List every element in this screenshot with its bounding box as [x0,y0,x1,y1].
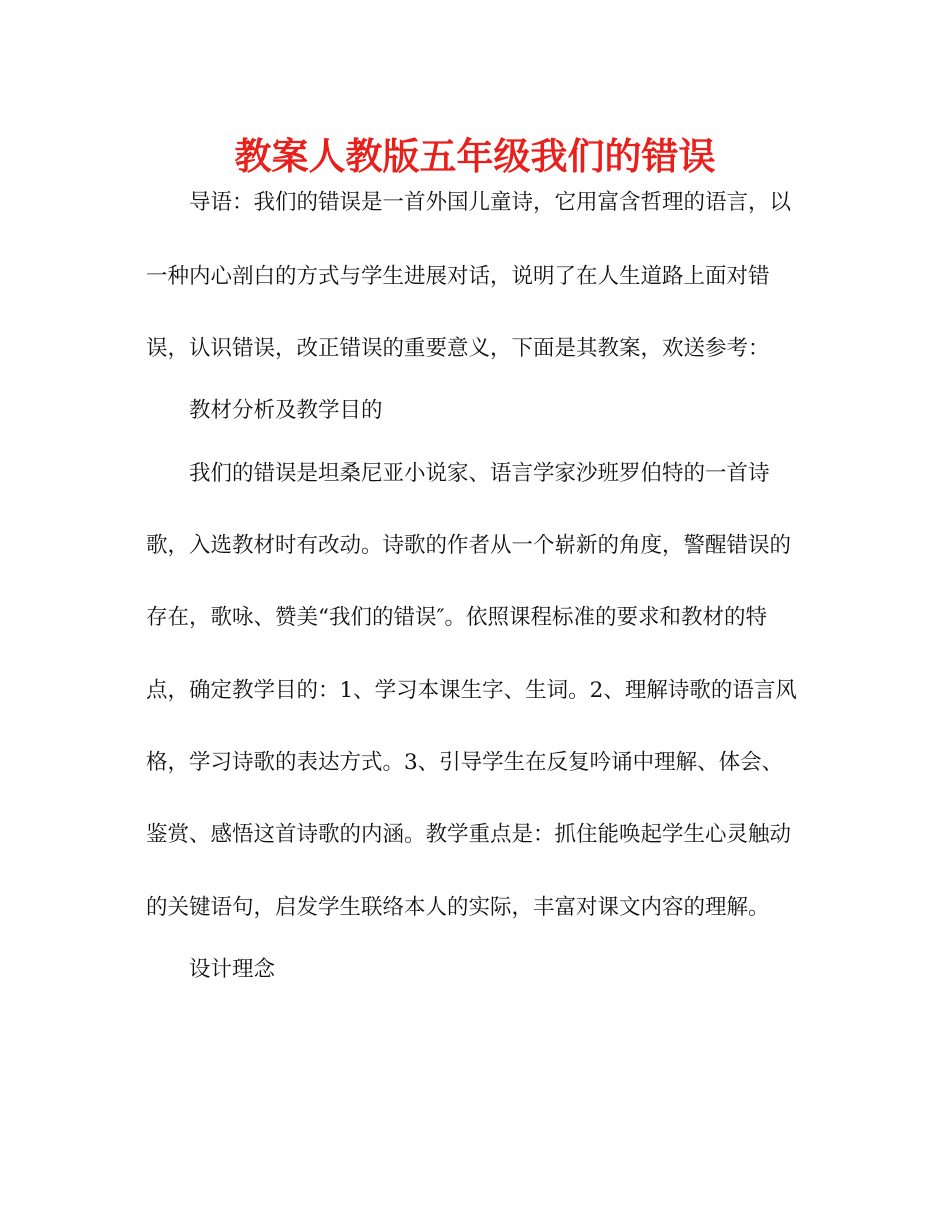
paragraph-line: 我们的错误是坦桑尼亚小说家、语言学家沙班罗伯特的一首诗 [189,461,770,486]
section-heading: 教材分析及教学目的 [189,398,383,423]
paragraph-line: 鉴赏、感悟这首诗歌的内涵。教学重点是：抓住能唤起学生心灵触动 [146,822,792,847]
paragraph-line: 导语：我们的错误是一首外国儿童诗，它用富含哲理的语言，以 [189,190,792,215]
paragraph-line: 的关键语句，启发学生联络本人的实际，丰富对课文内容的理解。 [146,895,770,920]
section-heading: 设计理念 [189,957,276,982]
paragraph-line: 点，确定教学目的：1、学习本课生字、生词。2、理解诗歌的语言风 [146,678,797,703]
paragraph-line: 误，认识错误，改正错误的重要意义，下面是其教案，欢送参考： [146,336,770,361]
paragraph-line: 存在，歌咏、赞美“我们的错误″。依照课程标准的要求和教材的特 [146,605,768,630]
paragraph-line: 一种内心剖白的方式与学生进展对话，说明了在人生道路上面对错 [146,264,770,289]
paragraph-line: 歌，入选教材时有改动。诗歌的作者从一个崭新的角度，警醒错误的 [146,533,792,558]
document-title: 教案人教版五年级我们的错误 [234,135,716,178]
paragraph-line: 格，学习诗歌的表达方式。3、引导学生在反复吟诵中理解、体会、 [146,750,784,775]
